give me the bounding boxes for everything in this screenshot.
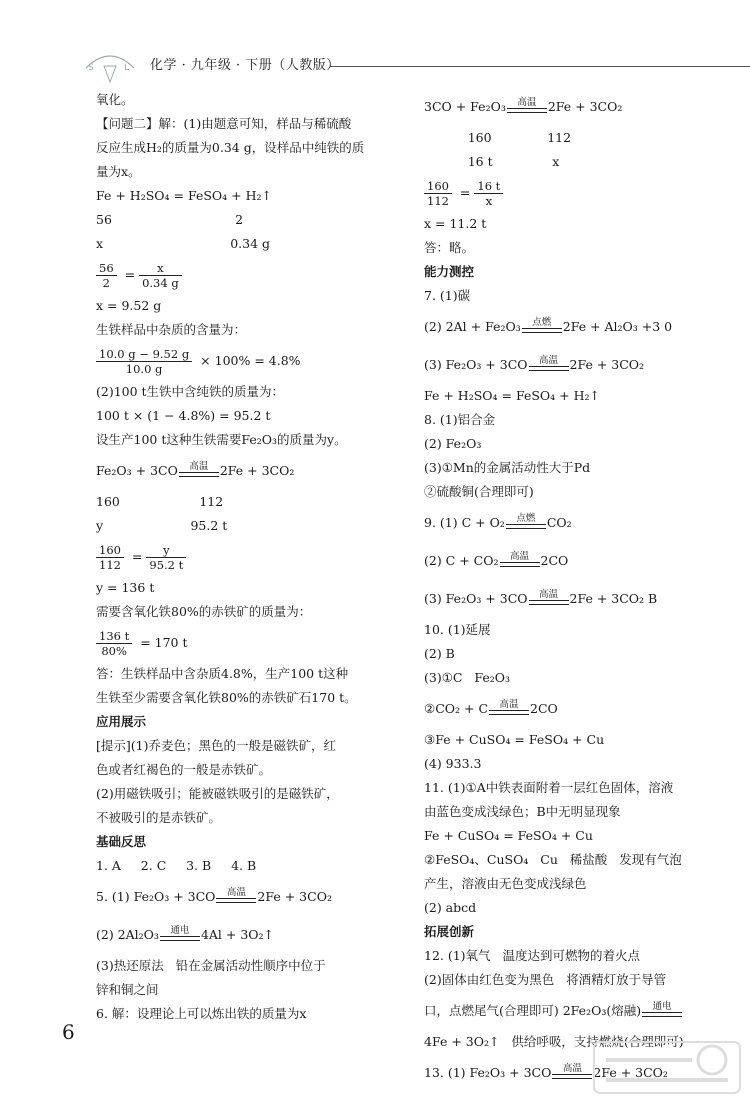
right-line — [424, 432, 724, 456]
right-line — [424, 690, 724, 728]
reaction-condition — [216, 888, 256, 903]
condition-label: 高温 — [539, 355, 559, 366]
double-line-icon — [216, 898, 256, 903]
section-heading: 拓展创新 — [424, 924, 475, 939]
reaction-right: 2Fe + 3CO₂ — [257, 889, 332, 904]
left-line — [96, 294, 386, 318]
numerator: y — [146, 543, 186, 558]
fraction — [96, 629, 132, 658]
text-line: (3)热还原法 铅在金属活动性顺序中位于 — [96, 958, 326, 973]
text-line: 7. (1)碳 — [424, 288, 471, 303]
text-line: x = 9.52 g — [96, 298, 162, 313]
svg-text:S: S — [88, 63, 94, 73]
text-line: 不被吸引的是赤铁矿。 — [96, 810, 222, 825]
text-line: 10. (1)延展 — [424, 622, 491, 637]
right-line — [424, 236, 724, 260]
text-line: y = 136 t — [96, 580, 155, 595]
reaction-left: Fe₂O₃ + 3CO — [96, 463, 178, 478]
text-line: (2) abcd — [424, 900, 477, 915]
condition-label: 高温 — [562, 1063, 582, 1074]
text-line: ②硫酸铜(合理即可) — [424, 484, 534, 499]
right-line — [424, 944, 724, 968]
text-line: x = 11.2 t — [424, 216, 487, 231]
left-line — [96, 686, 386, 710]
right-line — [424, 666, 724, 690]
right-line — [424, 968, 724, 992]
right-line — [424, 848, 724, 872]
right-line — [424, 642, 724, 666]
condition-label: 点燃 — [516, 513, 536, 524]
reaction-left: (2) C + CO₂ — [424, 553, 499, 568]
left-line — [96, 878, 386, 916]
text-line: (4) 933.3 — [424, 756, 482, 771]
reaction-condition — [489, 700, 529, 715]
left-line — [96, 758, 386, 782]
condition-label: 高温 — [226, 887, 246, 898]
text-line: (3)①Mn的金属活动性大于Pd — [424, 460, 591, 475]
denominator: 112 — [427, 194, 449, 208]
left-line — [96, 136, 386, 160]
reaction-condition — [529, 590, 569, 605]
reaction-condition — [552, 1064, 592, 1079]
double-line-icon — [529, 366, 569, 371]
text-line: 6. 解：设理论上可以炼出铁的质量为x — [96, 1006, 307, 1021]
text-line: 【问题二】解：(1)由题意可知，样品与稀硫酸 — [96, 116, 352, 131]
text-line: Fe + H₂SO₄ = FeSO₄ + H₂↑ — [424, 388, 600, 403]
text-line: (2)用磁铁吸引；能被磁铁吸引的是磁铁矿， — [96, 786, 339, 801]
right-line — [424, 872, 724, 896]
right-line — [424, 408, 724, 432]
left-line — [96, 710, 386, 734]
text-line: Fe + CuSO₄ = FeSO₄ + Cu — [424, 828, 593, 843]
numerator: 16 t — [474, 179, 503, 194]
right-line — [424, 480, 724, 504]
text-line: ②FeSO₄、CuSO₄ Cu 稀盐酸 发现有气泡 — [424, 852, 682, 867]
watermark-logo-icon — [592, 1040, 742, 1095]
double-line-icon — [489, 710, 529, 715]
text-line: 160 112 — [424, 130, 572, 145]
reaction-right: 2CO — [530, 701, 558, 716]
right-line — [424, 308, 724, 346]
left-line — [96, 600, 386, 624]
reaction-right: 2Fe + 3CO₂ — [569, 357, 645, 372]
left-line — [96, 514, 386, 538]
text-line: [提示](1)乔麦色；黑色的一般是磁铁矿，红 — [96, 738, 336, 753]
left-line — [96, 830, 386, 854]
left-line — [96, 978, 386, 1002]
reaction-right: 2Fe + 3CO₂ — [547, 99, 623, 114]
right-line — [424, 776, 724, 800]
reaction-left: 13. (1) Fe₂O₃ + 3CO — [424, 1065, 552, 1080]
right-line — [424, 896, 724, 920]
left-line — [96, 318, 386, 342]
text-line: 产生，溶液由无色变成浅绿色 — [424, 876, 587, 891]
text-line: 设生产100 t这种生铁需要Fe₂O₃的质量为y。 — [96, 432, 347, 447]
right-column — [424, 88, 724, 1092]
fraction — [474, 179, 503, 208]
right-line — [424, 752, 724, 776]
text-line: 11. (1)①A中铁表面附着一层红色固体，溶液 — [424, 780, 674, 795]
reaction-right: 2Fe + 3CO₂ — [593, 1065, 668, 1080]
right-line — [424, 126, 724, 150]
text-line: (2)固体由红色变为黑色 将酒精灯放于导管 — [424, 972, 667, 987]
text-line: 12. (1)氧气 温度达到可燃物的着火点 — [424, 948, 640, 963]
left-line — [96, 404, 386, 428]
left-line — [96, 1002, 386, 1026]
fraction — [424, 179, 452, 208]
double-line-icon — [507, 108, 547, 113]
fraction-tail: × 100% = 4.8% — [196, 353, 301, 368]
text-line: (3)①C Fe₂O₃ — [424, 670, 511, 685]
denominator: 112 — [99, 558, 121, 572]
left-line — [96, 576, 386, 600]
condition-label: 点燃 — [532, 317, 552, 328]
left-column — [96, 88, 386, 1026]
text-line: 需要含氧化铁80%的赤铁矿的质量为： — [96, 604, 312, 619]
fraction — [96, 261, 117, 290]
reaction-left: 5. (1) Fe₂O₃ + 3CO — [96, 889, 216, 904]
denominator: 95.2 t — [149, 558, 184, 572]
double-line-icon — [642, 1012, 682, 1017]
reaction-left: 口，点燃尾气(合理即可) 2Fe₂O₃(熔融) — [424, 1003, 642, 1018]
reaction-condition — [179, 462, 219, 477]
text-line: (2)100 t生铁中含纯铁的质量为： — [96, 384, 285, 399]
reaction-left: (2) 2Al₂O₃ — [96, 927, 159, 942]
reaction-right: 2Fe + 3CO₂ — [219, 463, 295, 478]
right-line — [424, 504, 724, 542]
right-line — [424, 212, 724, 236]
text-line: 4Fe + 3O₂↑ 供给呼吸，支持燃烧(合理即可) — [424, 1034, 684, 1049]
section-heading: 应用展示 — [96, 714, 147, 729]
double-line-icon — [529, 600, 569, 605]
left-line — [96, 916, 386, 954]
right-line — [424, 580, 724, 618]
reaction-left: (3) Fe₂O₃ + 3CO — [424, 591, 528, 606]
right-line — [424, 800, 724, 824]
page-number: 6 — [62, 1020, 75, 1044]
reaction-left: (2) 2Al + Fe₂O₃ — [424, 319, 521, 334]
left-line — [96, 112, 386, 136]
left-line — [96, 490, 386, 514]
fraction — [146, 543, 186, 572]
section-heading: 能力测控 — [424, 264, 475, 279]
text-line: 反应生成H₂的质量为0.34 g，设样品中纯铁的质 — [96, 140, 365, 155]
numerator: x — [139, 261, 182, 276]
text-line: (2) B — [424, 646, 455, 661]
right-line — [424, 174, 724, 212]
text-line: 100 t × (1 − 4.8%) = 95.2 t — [96, 408, 271, 423]
equals-sign: = — [455, 185, 475, 200]
left-line — [96, 342, 386, 380]
numerator: 160 — [96, 543, 124, 558]
denominator: x — [485, 194, 493, 208]
denominator: 10.0 g — [125, 362, 163, 376]
double-line-icon — [506, 524, 546, 529]
equals-sign: = — [127, 549, 147, 564]
text-line: 由蓝色变成浅绿色；B中无明显现象 — [424, 804, 621, 819]
page-header — [80, 48, 700, 78]
fraction — [139, 261, 182, 290]
text-line: 生铁样品中杂质的含量为： — [96, 322, 247, 337]
numerator: 10.0 g − 9.52 g — [96, 347, 192, 362]
denominator: 80% — [101, 644, 127, 658]
condition-label: 通电 — [652, 1001, 672, 1012]
left-line — [96, 734, 386, 758]
left-line — [96, 88, 386, 112]
fraction — [96, 543, 124, 572]
right-line — [424, 824, 724, 848]
school-logo-icon — [80, 48, 140, 84]
text-line: 160 112 — [96, 494, 224, 509]
condition-label: 高温 — [509, 551, 529, 562]
condition-label: 高温 — [499, 699, 519, 710]
left-line — [96, 380, 386, 404]
denominator: 2 — [102, 276, 110, 290]
text-line: (2) Fe₂O₃ — [424, 436, 482, 451]
right-line — [424, 284, 724, 308]
reaction-left: 3CO + Fe₂O₃ — [424, 99, 506, 114]
text-line: y 95.2 t — [96, 518, 228, 533]
left-line — [96, 854, 386, 878]
reaction-condition — [500, 552, 540, 567]
reaction-condition — [507, 98, 547, 113]
right-line — [424, 542, 724, 580]
reaction-left: 9. (1) C + O₂ — [424, 515, 505, 530]
text-line: 1. A 2. C 3. B 4. B — [96, 858, 257, 873]
left-line — [96, 256, 386, 294]
text-line: Fe + H₂SO₄ = FeSO₄ + H₂↑ — [96, 188, 272, 203]
double-line-icon — [522, 328, 562, 333]
text-line: 色或者红褐色的一般是赤铁矿。 — [96, 762, 272, 777]
double-line-icon — [552, 1074, 592, 1079]
left-line — [96, 160, 386, 184]
header-rule — [330, 66, 750, 67]
right-line — [424, 618, 724, 642]
condition-label: 高温 — [539, 589, 559, 600]
equals-sign: = — [120, 267, 140, 282]
text-line: 生铁至少需要含氧化铁80%的赤铁矿石170 t。 — [96, 690, 357, 705]
condition-label: 通电 — [170, 925, 190, 936]
reaction-right: 4Al + 3O₂↑ — [200, 927, 275, 942]
fraction — [96, 347, 192, 376]
left-line — [96, 538, 386, 576]
section-heading: 基础反思 — [96, 834, 147, 849]
text-line: ③Fe + CuSO₄ = FeSO₄ + Cu — [424, 732, 605, 747]
reaction-condition — [642, 1002, 682, 1017]
text-line: 答：略。 — [424, 240, 475, 255]
header-title: 化学 · 九年级 · 下册（人教版） — [150, 58, 340, 73]
right-line — [424, 384, 724, 408]
text-line: 氧化。 — [96, 92, 134, 107]
text-line: 答：生铁样品中含杂质4.8%，生产100 t这种 — [96, 666, 349, 681]
left-line — [96, 954, 386, 978]
left-line — [96, 208, 386, 232]
right-line — [424, 346, 724, 384]
right-line — [424, 260, 724, 284]
right-line — [424, 992, 724, 1030]
reaction-condition — [506, 514, 546, 529]
numerator: 56 — [96, 261, 117, 276]
left-line — [96, 184, 386, 208]
right-line — [424, 728, 724, 752]
reaction-right: 2Fe + 3CO₂ B — [569, 591, 658, 606]
reaction-left: (3) Fe₂O₃ + 3CO — [424, 357, 528, 372]
text-line: 锌和铜之间 — [96, 982, 159, 997]
double-line-icon — [500, 562, 540, 567]
right-line — [424, 920, 724, 944]
reaction-left: ②CO₂ + C — [424, 701, 489, 716]
reaction-right: 2Fe + Al₂O₃ +3 0 — [562, 319, 673, 334]
right-line — [424, 150, 724, 174]
denominator: 0.34 g — [142, 276, 179, 290]
left-line — [96, 428, 386, 452]
double-line-icon — [179, 472, 219, 477]
left-line — [96, 232, 386, 256]
condition-label: 高温 — [189, 461, 209, 472]
right-line — [424, 88, 724, 126]
reaction-condition — [160, 926, 200, 941]
text-line: 量为x。 — [96, 164, 141, 179]
text-line: 8. (1)铝合金 — [424, 412, 496, 427]
reaction-right: 2CO — [540, 553, 569, 568]
fraction-tail: = 170 t — [136, 635, 188, 650]
left-line — [96, 624, 386, 662]
reaction-condition — [522, 318, 562, 333]
text-line: x 0.34 g — [96, 236, 271, 251]
right-line — [424, 456, 724, 480]
svg-text:L: L — [124, 63, 130, 73]
reaction-condition — [529, 356, 569, 371]
reaction-right: CO₂ — [546, 515, 572, 530]
double-line-icon — [160, 936, 200, 941]
numerator: 160 — [424, 179, 452, 194]
left-line — [96, 452, 386, 490]
left-line — [96, 662, 386, 686]
left-line — [96, 806, 386, 830]
numerator: 136 t — [96, 629, 132, 644]
text-line: 16 t x — [424, 154, 560, 169]
condition-label: 高温 — [517, 97, 537, 108]
text-line: 56 2 — [96, 212, 244, 227]
left-line — [96, 782, 386, 806]
